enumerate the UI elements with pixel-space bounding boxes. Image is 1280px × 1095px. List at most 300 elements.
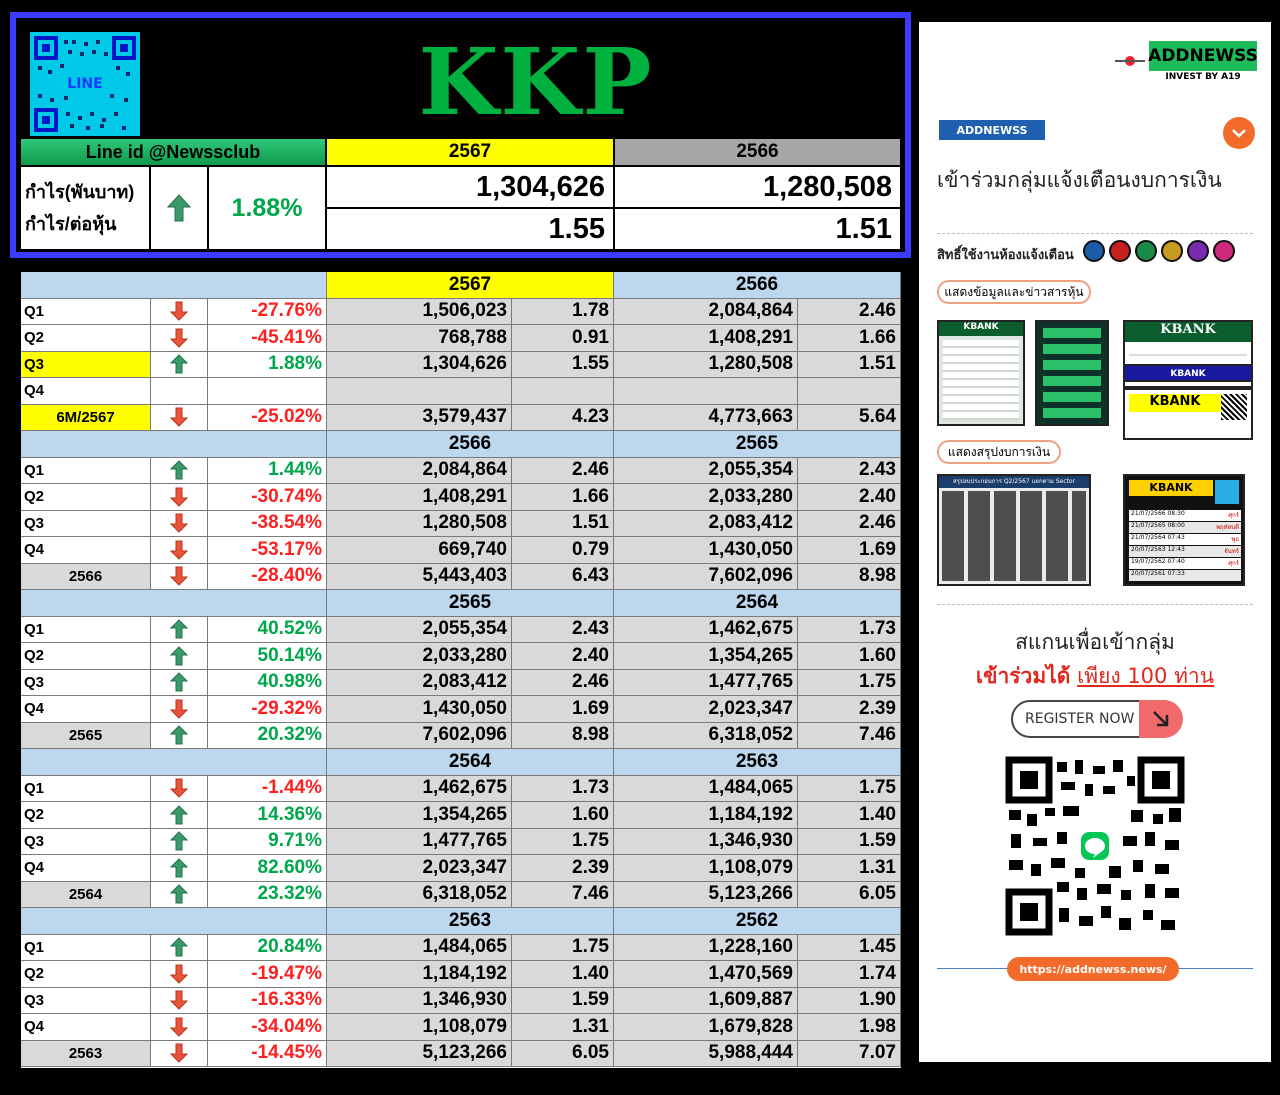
arrow-up-icon [170, 354, 188, 374]
row-change-pct: 50.14% [208, 643, 327, 670]
row-eps-b: 1.98 [798, 1014, 901, 1041]
line-id-label: Line id @Newssclub [20, 138, 326, 166]
row-arrow-cell [151, 378, 208, 405]
arrow-down-icon [170, 990, 188, 1010]
row-profit-b: 1,184,192 [614, 802, 798, 829]
thumb-menu-items [1043, 328, 1101, 420]
row-label: Q2 [21, 961, 151, 988]
earnings-table [21, 272, 901, 1068]
section-year-a: 2566 [327, 431, 614, 458]
arrow-up-icon [170, 646, 188, 666]
room-badge-icon [1161, 240, 1183, 262]
row-profit-a: 768,788 [327, 325, 512, 352]
row-profit-b: 1,430,050 [614, 537, 798, 564]
row-label: Q3 [21, 352, 151, 379]
row-arrow-cell [151, 643, 208, 670]
row-eps-a: 1.51 [512, 511, 614, 538]
row-profit-b: 1,280,508 [614, 352, 798, 379]
section-header-blank [21, 431, 327, 458]
header-eps-previous: 1.51 [614, 208, 901, 250]
row-profit-a: 2,023,347 [327, 855, 512, 882]
row-label: Q1 [21, 299, 151, 326]
section-header-row [21, 272, 901, 299]
header-profit-current: 1,304,626 [326, 166, 614, 208]
row-arrow-cell [151, 1041, 208, 1068]
website-link[interactable]: https://addnewss.news/ [1007, 957, 1179, 981]
chevron-down-icon [1231, 128, 1247, 138]
row-eps-a: 1.40 [512, 961, 614, 988]
row-label: Q4 [21, 1014, 151, 1041]
row-label: 2565 [21, 723, 151, 750]
row-profit-b: 1,108,079 [614, 855, 798, 882]
addnewss-ad-panel [919, 22, 1271, 1062]
row-change-pct: -25.02% [208, 405, 327, 432]
schedule-day: พุธ [1231, 536, 1239, 543]
row-label: 2566 [21, 564, 151, 591]
header-eps-current: 1.55 [326, 208, 614, 250]
row-profit-b: 1,462,675 [614, 617, 798, 644]
row-eps-b [798, 378, 901, 405]
arrow-down-icon [170, 540, 188, 560]
thumb-ticker: KBANK [1129, 480, 1213, 496]
row-change-pct: -19.47% [208, 961, 327, 988]
row-eps-b: 1.90 [798, 988, 901, 1015]
room-badge-icon [1109, 240, 1131, 262]
thumb-qr-icon [1215, 480, 1239, 504]
row-profit-a: 2,055,354 [327, 617, 512, 644]
row-profit-a: 1,184,192 [327, 961, 512, 988]
row-profit-b: 1,484,065 [614, 776, 798, 803]
row-arrow-cell [151, 776, 208, 803]
row-arrow-cell [151, 696, 208, 723]
profit-label: กำไร(พันบาท) [25, 182, 135, 202]
row-profit-b: 1,228,160 [614, 935, 798, 962]
row-label: Q2 [21, 643, 151, 670]
thumb-qr-icon [1221, 394, 1247, 420]
section-header-row [21, 908, 901, 935]
section-year-a: 2563 [327, 908, 614, 935]
row-change-pct: 23.32% [208, 882, 327, 909]
thumb-sheet-columns [942, 491, 1086, 581]
section-header-blank [21, 272, 327, 299]
schedule-day: ศุกร์ [1228, 512, 1239, 519]
row-eps-b: 1.74 [798, 961, 901, 988]
row-eps-a: 6.43 [512, 564, 614, 591]
row-profit-a [327, 378, 512, 405]
header-profit-previous: 1,280,508 [614, 166, 901, 208]
ad-tag: ADDNEWSS [939, 120, 1045, 140]
row-eps-b: 1.60 [798, 643, 901, 670]
thumbnail-menu[interactable] [1035, 320, 1109, 426]
row-profit-b: 5,988,444 [614, 1041, 798, 1068]
brand-name: ADDNEWSS [1149, 41, 1257, 71]
row-eps-b: 1.45 [798, 935, 901, 962]
row-eps-b: 2.46 [798, 299, 901, 326]
row-arrow-cell [151, 855, 208, 882]
row-eps-a: 1.73 [512, 776, 614, 803]
table-row [21, 988, 901, 1015]
row-profit-b: 7,602,096 [614, 564, 798, 591]
row-eps-b: 5.64 [798, 405, 901, 432]
row-label: 2563 [21, 1041, 151, 1068]
table-row [21, 643, 901, 670]
register-arrow-button[interactable] [1139, 700, 1183, 738]
row-eps-b: 2.46 [798, 511, 901, 538]
arrow-down-icon [170, 778, 188, 798]
row-eps-b: 7.07 [798, 1041, 901, 1068]
row-profit-b: 2,023,347 [614, 696, 798, 723]
schedule-date: 21/07/2564 07:43 [1131, 534, 1185, 541]
thumb-schedule-rows [1129, 510, 1241, 582]
total-row [21, 1041, 901, 1068]
row-profit-b: 1,346,930 [614, 829, 798, 856]
row-eps-a: 2.43 [512, 617, 614, 644]
row-change-pct: 20.32% [208, 723, 327, 750]
thumb-ticker: KBANK [1125, 322, 1251, 342]
schedule-date: 19/07/2562 07:40 [1131, 558, 1185, 565]
section-header-blank [21, 749, 327, 776]
row-label: Q4 [21, 696, 151, 723]
row-change-pct: 40.98% [208, 670, 327, 697]
header-year-current: 2567 [326, 138, 614, 166]
row-arrow-cell [151, 511, 208, 538]
divider [937, 233, 1253, 234]
table-row [21, 484, 901, 511]
row-eps-a: 1.69 [512, 696, 614, 723]
table-row [21, 458, 901, 485]
arrow-up-icon [170, 831, 188, 851]
header-arrow-cell [150, 166, 208, 250]
row-arrow-cell [151, 405, 208, 432]
row-profit-b: 6,318,052 [614, 723, 798, 750]
total-row [21, 723, 901, 750]
arrow-down-icon [170, 566, 188, 586]
room-badge-icon [1213, 240, 1235, 262]
arrow-up-icon [170, 619, 188, 639]
section-header-row [21, 431, 901, 458]
arrow-down-icon [170, 301, 188, 321]
arrow-up-icon [170, 725, 188, 745]
row-eps-a: 2.40 [512, 643, 614, 670]
row-profit-b: 4,773,663 [614, 405, 798, 432]
row-eps-b: 8.98 [798, 564, 901, 591]
row-profit-a: 2,033,280 [327, 643, 512, 670]
table-row [21, 670, 901, 697]
qr-line-text: LINE [67, 76, 103, 92]
row-eps-a: 1.31 [512, 1014, 614, 1041]
qr-pattern-icon [1005, 756, 1185, 936]
arrow-up-icon [170, 884, 188, 904]
row-eps-b: 1.75 [798, 670, 901, 697]
row-eps-b: 7.46 [798, 723, 901, 750]
arrow-down-right-icon [1151, 709, 1171, 729]
row-eps-b: 2.40 [798, 484, 901, 511]
row-profit-b: 2,033,280 [614, 484, 798, 511]
row-eps-b: 1.69 [798, 537, 901, 564]
table-row [21, 961, 901, 988]
row-change-pct: -1.44% [208, 776, 327, 803]
row-label: Q3 [21, 988, 151, 1015]
arrow-up-icon [166, 193, 192, 223]
limit-text: เพียง 100 ท่าน [1077, 664, 1215, 688]
row-label: Q4 [21, 378, 151, 405]
section-year-b: 2564 [614, 590, 901, 617]
row-arrow-cell [151, 935, 208, 962]
row-arrow-cell [151, 670, 208, 697]
schedule-row [1129, 510, 1241, 521]
row-profit-a: 1,108,079 [327, 1014, 512, 1041]
row-arrow-cell [151, 829, 208, 856]
schedule-row [1129, 546, 1241, 557]
row-eps-a: 1.55 [512, 352, 614, 379]
section-year-b: 2563 [614, 749, 901, 776]
arrow-down-icon [170, 407, 188, 427]
row-profit-a: 1,506,023 [327, 299, 512, 326]
thumb-sheet-title: สรุปงบประกอบการ Q2/2567 แยกตาม Sector [939, 476, 1089, 488]
table-row [21, 802, 901, 829]
row-label: Q1 [21, 935, 151, 962]
table-row [21, 696, 901, 723]
row-profit-a: 1,408,291 [327, 484, 512, 511]
row-profit-a: 7,602,096 [327, 723, 512, 750]
row-profit-b: 2,084,864 [614, 299, 798, 326]
brand-subtitle: INVEST BY A19 [1165, 72, 1241, 82]
eps-label: กำไร/ต่อหุ้น [25, 214, 117, 234]
thumb-rows [943, 340, 1019, 420]
section-year-a: 2564 [327, 749, 614, 776]
rights-label: สิทธิ์ใช้งานห้องแจ้งเตือน [937, 248, 1074, 263]
row-label: Q2 [21, 325, 151, 352]
section-year-b: 2562 [614, 908, 901, 935]
row-eps-a: 1.75 [512, 829, 614, 856]
row-profit-a: 5,443,403 [327, 564, 512, 591]
row-change-pct: 40.52% [208, 617, 327, 644]
ad-headline: เข้าร่วมกลุ่มแจ้งเตือนงบการเงิน [937, 168, 1222, 192]
row-arrow-cell [151, 961, 208, 988]
schedule-date: 20/07/2563 12:43 [1131, 546, 1185, 553]
total-row [21, 405, 901, 432]
row-change-pct: -34.04% [208, 1014, 327, 1041]
row-label: Q4 [21, 537, 151, 564]
schedule-row [1129, 570, 1241, 581]
header-year-previous: 2566 [614, 138, 901, 166]
row-change-pct: -29.32% [208, 696, 327, 723]
thumbnail-table[interactable] [937, 320, 1025, 426]
row-eps-b: 1.75 [798, 776, 901, 803]
row-profit-a: 1,462,675 [327, 776, 512, 803]
row-change-pct: 9.71% [208, 829, 327, 856]
schedule-row [1129, 534, 1241, 545]
join-qr-code[interactable] [1005, 756, 1185, 936]
row-change-pct: 1.44% [208, 458, 327, 485]
table-row [21, 325, 901, 352]
row-label: Q2 [21, 802, 151, 829]
divider [937, 604, 1253, 605]
row-label: 6M/2567 [21, 405, 151, 432]
arrow-up-icon [170, 460, 188, 480]
row-arrow-cell [151, 352, 208, 379]
thumbnail-schedule[interactable] [1123, 474, 1245, 586]
thumbnail-card[interactable] [1123, 388, 1253, 440]
row-arrow-cell [151, 325, 208, 352]
row-change-pct: -30.74% [208, 484, 327, 511]
row-profit-b: 2,083,412 [614, 511, 798, 538]
section-header-blank [21, 908, 327, 935]
row-arrow-cell [151, 882, 208, 909]
summary-header [10, 12, 911, 258]
line-qr-code[interactable] [28, 30, 142, 138]
expand-button[interactable] [1223, 117, 1255, 149]
row-profit-b: 1,609,887 [614, 988, 798, 1015]
table-row [21, 378, 901, 405]
row-label: Q3 [21, 511, 151, 538]
row-eps-b: 2.43 [798, 458, 901, 485]
table-row [21, 617, 901, 644]
table-row [21, 511, 901, 538]
table-row [21, 829, 901, 856]
section-year-a: 2567 [327, 272, 614, 299]
row-eps-a: 0.91 [512, 325, 614, 352]
row-change-pct: 82.60% [208, 855, 327, 882]
row-arrow-cell [151, 617, 208, 644]
row-label: Q4 [21, 855, 151, 882]
section-year-b: 2566 [614, 272, 901, 299]
room-badge-icon [1083, 240, 1105, 262]
table-row [21, 537, 901, 564]
brand-logo-icon [1115, 52, 1145, 71]
thumb-ticker: KBANK [939, 322, 1023, 336]
schedule-day: พฤหัสบดี [1216, 524, 1239, 531]
total-row [21, 564, 901, 591]
table-row [21, 855, 901, 882]
row-profit-a: 6,318,052 [327, 882, 512, 909]
section-year-b: 2565 [614, 431, 901, 458]
schedule-day: จันทร์ [1224, 548, 1239, 555]
row-label: Q3 [21, 829, 151, 856]
row-change-pct [208, 378, 327, 405]
row-profit-a: 1,304,626 [327, 352, 512, 379]
arrow-up-icon [170, 937, 188, 957]
row-arrow-cell [151, 1014, 208, 1041]
row-profit-a: 1,430,050 [327, 696, 512, 723]
row-arrow-cell [151, 723, 208, 750]
row-arrow-cell [151, 299, 208, 326]
row-eps-a: 1.60 [512, 802, 614, 829]
row-change-pct: -38.54% [208, 511, 327, 538]
row-eps-a: 1.75 [512, 935, 614, 962]
join-text: เข้าร่วมได้ [975, 664, 1071, 688]
section-header-row [21, 749, 901, 776]
table-row [21, 299, 901, 326]
row-profit-a: 1,280,508 [327, 511, 512, 538]
row-profit-a: 3,579,437 [327, 405, 512, 432]
schedule-day: ศุกร์ [1228, 560, 1239, 567]
row-eps-a: 1.78 [512, 299, 614, 326]
schedule-date: 21/07/2566 08:30 [1131, 510, 1185, 517]
row-profit-a: 2,083,412 [327, 670, 512, 697]
row-eps-a: 2.46 [512, 458, 614, 485]
thumbnail-banner[interactable]: KBANK [1123, 364, 1253, 382]
arrow-down-icon [170, 1017, 188, 1037]
row-change-pct: 14.36% [208, 802, 327, 829]
row-profit-b: 5,123,266 [614, 882, 798, 909]
section-header-blank [21, 590, 327, 617]
schedule-row [1129, 558, 1241, 569]
arrow-down-icon [170, 487, 188, 507]
row-arrow-cell [151, 564, 208, 591]
pill-financial-summary[interactable]: แสดงสรุปงบการเงิน [937, 440, 1061, 464]
row-profit-a: 1,477,765 [327, 829, 512, 856]
row-eps-a: 7.46 [512, 882, 614, 909]
room-badge-icon [1187, 240, 1209, 262]
pill-stock-news[interactable]: แสดงข้อมูลและข่าวสารหุ้น [937, 280, 1091, 304]
section-year-a: 2565 [327, 590, 614, 617]
row-change-pct: -14.45% [208, 1041, 327, 1068]
row-eps-a: 6.05 [512, 1041, 614, 1068]
row-eps-b: 1.73 [798, 617, 901, 644]
row-eps-a: 8.98 [512, 723, 614, 750]
row-profit-a: 1,354,265 [327, 802, 512, 829]
row-eps-a: 2.39 [512, 855, 614, 882]
arrow-down-icon [170, 328, 188, 348]
room-badge-icon [1135, 240, 1157, 262]
header-labels [20, 166, 150, 250]
row-eps-b: 1.31 [798, 855, 901, 882]
row-profit-a: 669,740 [327, 537, 512, 564]
row-eps-b: 1.66 [798, 325, 901, 352]
arrow-down-icon [170, 1043, 188, 1063]
thumbnail-sector-sheet[interactable] [937, 474, 1091, 586]
row-arrow-cell [151, 537, 208, 564]
row-eps-a: 0.79 [512, 537, 614, 564]
arrow-down-icon [170, 513, 188, 533]
row-label: Q3 [21, 670, 151, 697]
arrow-down-icon [170, 964, 188, 984]
row-arrow-cell [151, 484, 208, 511]
header-change-pct: 1.88% [208, 166, 326, 250]
row-change-pct: -45.41% [208, 325, 327, 352]
row-eps-b: 2.39 [798, 696, 901, 723]
row-change-pct: 1.88% [208, 352, 327, 379]
row-eps-a: 4.23 [512, 405, 614, 432]
row-profit-a: 1,484,065 [327, 935, 512, 962]
join-line [919, 660, 1271, 693]
row-arrow-cell [151, 802, 208, 829]
section-header-row [21, 590, 901, 617]
row-eps-b: 1.40 [798, 802, 901, 829]
row-profit-a: 1,346,930 [327, 988, 512, 1015]
table-row [21, 1014, 901, 1041]
arrow-down-icon [170, 699, 188, 719]
row-arrow-cell [151, 988, 208, 1015]
row-change-pct: 20.84% [208, 935, 327, 962]
schedule-date: 21/07/2565 08:00 [1131, 522, 1185, 529]
row-profit-b: 2,055,354 [614, 458, 798, 485]
row-profit-b: 1,408,291 [614, 325, 798, 352]
row-profit-a: 2,084,864 [327, 458, 512, 485]
row-profit-a: 5,123,266 [327, 1041, 512, 1068]
schedule-row [1129, 522, 1241, 533]
thumb-ticker: KBANK [1129, 394, 1221, 412]
row-label: Q1 [21, 458, 151, 485]
row-label: Q1 [21, 617, 151, 644]
row-eps-b: 1.59 [798, 829, 901, 856]
row-label: Q2 [21, 484, 151, 511]
schedule-date: 20/07/2561 07:33 [1131, 570, 1185, 577]
row-profit-b: 1,470,569 [614, 961, 798, 988]
row-eps-b: 1.51 [798, 352, 901, 379]
scan-text: สแกนเพื่อเข้ากลุ่ม [1015, 630, 1175, 654]
